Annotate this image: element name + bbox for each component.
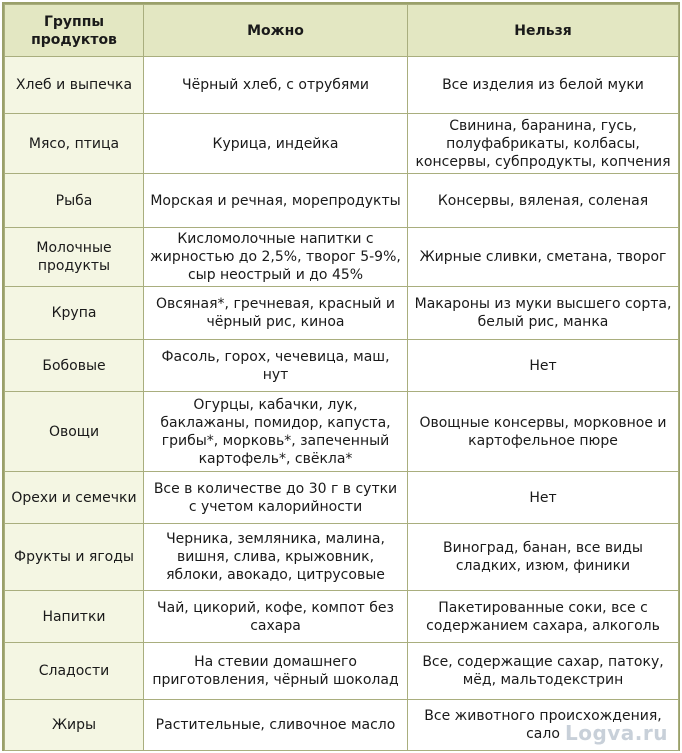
- group-cell: Напитки: [5, 591, 144, 643]
- table-row: [5, 228, 679, 287]
- allowed-cell: Курица, индейка: [144, 114, 408, 174]
- group-cell: Сладости: [5, 643, 144, 700]
- allowed-cell: Чёрный хлеб, с отрубями: [144, 57, 408, 114]
- allowed-cell: Морская и речная, морепродукты: [144, 174, 408, 228]
- table-row: [5, 340, 679, 392]
- allowed-cell: Растительные, сливочное масло: [144, 700, 408, 751]
- table-row: [5, 287, 679, 340]
- table-row: [5, 591, 679, 643]
- forbidden-cell: Пакетированные соки, все с содержанием сахара, алкоголь: [408, 591, 679, 643]
- allowed-cell: Чай, цикорий, кофе, компот без сахара: [144, 591, 408, 643]
- allowed-cell: Черника, земляника, малина, вишня, слива, крыжовник, яблоки, авокадо, цитрусовые: [144, 524, 408, 591]
- allowed-cell: На стевии домашнего приготовления, чёрный шоколад: [144, 643, 408, 700]
- group-cell: Рыба: [5, 174, 144, 228]
- group-cell: Хлеб и выпечка: [5, 57, 144, 114]
- table-row: [5, 174, 679, 228]
- group-cell: Овощи: [5, 392, 144, 472]
- table-row: [5, 524, 679, 591]
- forbidden-cell: Макароны из муки высшего сорта, белый рис, манка: [408, 287, 679, 340]
- group-cell: Жиры: [5, 700, 144, 751]
- allowed-cell: Все в количестве до 30 г в сутки с учетом калорийности: [144, 472, 408, 524]
- diet-table-frame: [2, 2, 680, 751]
- table-row: [5, 114, 679, 174]
- forbidden-cell: Виноград, банан, все виды сладких, изюм, финики: [408, 524, 679, 591]
- allowed-cell: Овсяная*, гречневая, красный и чёрный рис, киноа: [144, 287, 408, 340]
- forbidden-cell: Все животного происхождения, сало: [408, 700, 679, 751]
- group-cell: Крупа: [5, 287, 144, 340]
- diet-table: [4, 4, 679, 751]
- watermark-logo: Logva.ru: [564, 721, 668, 745]
- table-row: [5, 57, 679, 114]
- group-cell: Мясо, птица: [5, 114, 144, 174]
- allowed-cell: Огурцы, кабачки, лук, баклажаны, помидор, капуста, грибы*, морковь*, запеченный картофель*, свёкла*: [144, 392, 408, 472]
- group-cell: Орехи и семечки: [5, 472, 144, 524]
- forbidden-cell: Нет: [408, 472, 679, 524]
- group-cell: Фрукты и ягоды: [5, 524, 144, 591]
- header-row: [5, 5, 679, 57]
- group-cell: Бобовые: [5, 340, 144, 392]
- forbidden-cell: Нет: [408, 340, 679, 392]
- allowed-cell: Кисломолочные напитки с жирностью до 2,5%, творог 5-9%, сыр неострый и до 45%: [144, 228, 408, 287]
- forbidden-cell: Консервы, вяленая, соленая: [408, 174, 679, 228]
- forbidden-cell: Свинина, баранина, гусь, полуфабрикаты, колбасы, консервы, субпродукты, копчения: [408, 114, 679, 174]
- forbidden-cell: Все, содержащие сахар, патоку, мёд, мальтодекстрин: [408, 643, 679, 700]
- header-forbidden: Нельзя: [408, 5, 679, 57]
- table-row: [5, 392, 679, 472]
- group-cell: Молочные продукты: [5, 228, 144, 287]
- forbidden-cell: Жирные сливки, сметана, творог: [408, 228, 679, 287]
- table-row: [5, 472, 679, 524]
- forbidden-cell: Все изделия из белой муки: [408, 57, 679, 114]
- header-groups: Группы продуктов: [5, 5, 144, 57]
- allowed-cell: Фасоль, горох, чечевица, маш, нут: [144, 340, 408, 392]
- table-row: [5, 643, 679, 700]
- header-allowed: Можно: [144, 5, 408, 57]
- forbidden-cell: Овощные консервы, морковное и картофельное пюре: [408, 392, 679, 472]
